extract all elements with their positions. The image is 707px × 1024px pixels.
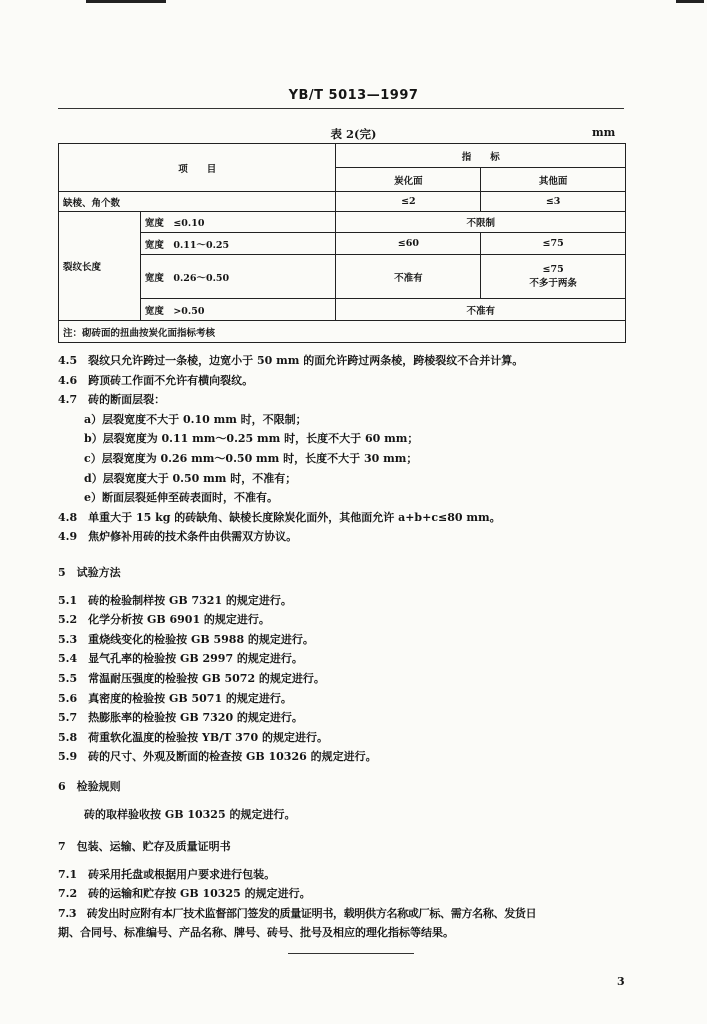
clause-5-5: 5.5 常温耐压强度的检验按 GB 5072 的规定进行。 (58, 671, 325, 685)
head-item: 项 目 (59, 144, 336, 192)
header-rule (58, 108, 624, 109)
crack-v2-3 (481, 255, 626, 299)
scan-mark-left (86, 0, 166, 3)
row-chip-label: 缺棱、角个数 (59, 192, 336, 212)
section-5-title: 5 试验方法 (58, 566, 121, 579)
clause-4-7-d: d）层裂宽度大于 0.50 mm 时，不准有； (84, 471, 297, 485)
clause-5-6: 5.6 真密度的检验按 GB 5071 的规定进行。 (58, 691, 292, 705)
clause-4-7-b: b）层裂宽度为 0.11 mm～0.25 mm 时，长度不大于 60 mm； (84, 432, 419, 446)
clause-5-8: 5.8 荷重软化温度的检验按 YB/T 370 的规定进行。 (58, 730, 328, 744)
clause-4-7: 4.7 砖的断面层裂： (58, 393, 166, 407)
clause-4-9: 4.9 焦炉修补用砖的技术条件由供需双方协议。 (58, 530, 298, 544)
crack-width-3: 宽度 0.26～0.50 (140, 255, 336, 299)
clause-5-4: 5.4 显气孔率的检验按 GB 2997 的规定进行。 (58, 652, 303, 666)
head-col-carbonized: 炭化面 (336, 168, 481, 192)
clause-4-7-c: c）层裂宽度为 0.26 mm～0.50 mm 时，长度不大于 30 mm； (84, 451, 418, 465)
clauses-4 (58, 351, 648, 547)
footer-rule (288, 953, 414, 954)
clause-7-1: 7.1 砖采用托盘或根据用户要求进行包装。 (58, 867, 276, 881)
section-6-title: 6 检验规则 (58, 780, 121, 793)
table-unit: mm (592, 126, 616, 139)
row-chip-v2: ≤3 (481, 192, 626, 212)
crack-width-1: 宽度 ≤0.10 (140, 212, 336, 233)
clause-5-9: 5.9 砖的尺寸、外观及断面的检查按 GB 10326 的规定进行。 (58, 750, 377, 764)
row-chip-v1: ≤2 (336, 192, 481, 212)
crack-v2-2: ≤75 (481, 233, 626, 255)
clause-7-3-cont: 期、合同号、标准编号、产品名称、牌号、砖号、批号及相应的理化指标等结果。 (58, 926, 454, 940)
section-7-title: 7 包装、运输、贮存及质量证明书 (58, 840, 231, 853)
clause-4-6: 4.6 跨顶砖工作面不允许有横向裂纹。 (58, 373, 254, 387)
crack-v2-3-count: 不多于两条 (529, 278, 577, 289)
table-caption: 表 2(完) (330, 127, 377, 141)
section-6 (58, 777, 648, 824)
crack-v1-3: 不准有 (336, 255, 481, 299)
clause-7-2: 7.2 砖的运输和贮存按 GB 10325 的规定进行。 (58, 887, 311, 901)
table-note: 注：砌砖面的扭曲按炭化面指标考核 (59, 321, 626, 343)
section-7 (58, 837, 648, 943)
crack-width-4: 宽度 >0.50 (140, 299, 336, 321)
clause-4-5: 4.5 裂纹只允许跨过一条棱，边宽小于 50 mm 的面允许跨过两条棱，跨棱裂纹不合并计算。 (58, 354, 524, 367)
head-col-other: 其他面 (481, 168, 626, 192)
head-index: 指 标 (336, 144, 626, 168)
clause-5-7: 5.7 热膨胀率的检验按 GB 7320 的规定进行。 (58, 711, 303, 725)
page-header: YB/T 5013—1997 (288, 88, 419, 103)
section-5 (58, 563, 648, 767)
page-number: 3 (617, 975, 625, 988)
scan-mark-right (676, 0, 704, 3)
clause-5-1: 5.1 砖的检验制样按 GB 7321 的规定进行。 (58, 593, 292, 607)
spec-table (58, 143, 626, 343)
section-6-text: 砖的取样验收按 GB 10325 的规定进行。 (84, 807, 296, 821)
crack-v1-2: ≤60 (336, 233, 481, 255)
clause-4-7-e: e）断面层裂延伸至砖表面时，不准有。 (84, 491, 278, 505)
clause-5-3: 5.3 重烧线变化的检验按 GB 5988 的规定进行。 (58, 632, 314, 646)
crack-merged-1: 不限制 (336, 212, 626, 233)
clause-4-7-a: a）层裂宽度不大于 0.10 mm 时，不限制； (84, 412, 307, 426)
crack-width-2: 宽度 0.11～0.25 (140, 233, 336, 255)
crack-v2-3-limit: ≤75 (542, 264, 564, 275)
crack-label: 裂纹长度 (59, 212, 141, 321)
clause-4-8: 4.8 单重大于 15 kg 的砖缺角、缺棱长度除炭化面外，其他面允许 a+b+c≤80 mm。 (58, 510, 501, 524)
crack-merged-4: 不准有 (336, 299, 626, 321)
clause-7-3: 7.3 砖发出时应附有本厂技术监督部门签发的质量证明书，载明供方名称或厂标、需方名称、发货日 (58, 906, 537, 920)
clause-5-2: 5.2 化学分析按 GB 6901 的规定进行。 (58, 613, 270, 627)
